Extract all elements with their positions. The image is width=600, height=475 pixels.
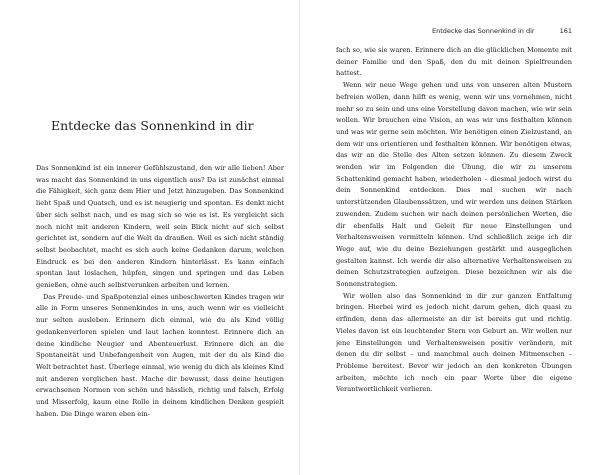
paragraph: Das Sonnenkind ist ein innerer Gefühlszustand, den wir alle lieben! Aber was macht das Sonnenkind in uns eigentlich aus? Da ist zunächst einmal die Fähigkeit, sich ganz dem Hier und Jetzt hinzugeben. Das Sonnenkind liebt Spaß und Quatsch, und es ist neugierig und spontan. Es denkt nicht über sich selbst nach, und es mag sich so wie es ist. Es vergleicht sich noch nicht mit anderen Kindern, weil sein Blick nicht auf sich selbst gerichtet ist, sondern auf die Welt da draußen. Weil es sich nicht ständig selbst beobachtet, macht es sich auch keine Gedanken darum, welchen Eindruck es bei den anderen Kindern hinterlässt. Es kann einfach spontan laut loslachen, hüpfen, singen und springen und das Leben genießen, ohne auch selbstverunken arbeiten und lernen. [36, 164, 284, 290]
paragraph: Wenn wir neue Wege gehen und uns von unseren alten Mustern befreien wollen, dann hilft es wenig, wenn wir uns vornehmen, nicht mehr so zu sein und uns eine Vorstellung davon machen, wie wir sein wollen. Wir brauchen eine Vision, an was wir uns festhalten können und was wir gerne sein möchten. Wir benötigen einen Zielzustand, an dem wir uns orientieren und festhalten können. Wir benötigen etwas, das wir an die Stelle des Alten setzen können. Zu diesem Zweck wenden wir im Folgenden die Übung, die wir zu unserem Schattenkind gemacht haben, wiederholen – diesmal jedoch wirst du dein Sonnenkind entdecken. Dies mal suchen wir nach unterstützenden Glaubenssätzen, und wir werden uns deinen Stärken zuwenden. Zudem suchen wir nach deinen persönlichen Werten, die dir ebenfalls Halt und Geleit für neue Einstellungen und Verhaltensweisen vermitteln können. Und schließlich zeige ich dir Wege auf, wie du deine Beziehungen gestärkt und ausgeglichen gestalten kannst. Ich werde dir also alternative Verhaltensweisen zu deinen Schutzstrategien aufzeigen. Diese bezeichnen wir als die Sonnenstrategien. [336, 81, 572, 289]
chapter-title: Entdecke das Sonnenkind in dir [51, 118, 254, 133]
right-page [336, 0, 572, 475]
page-gutter [299, 0, 300, 475]
paragraph: fach so, wie sie waren. Erinnere dich an die glücklichen Momente mit deiner Familie und den Spaß, den du mit deinen Spielfreunden hattest. [336, 46, 572, 78]
left-page-body [36, 163, 284, 420]
right-page-body [336, 45, 572, 396]
paragraph: Das Freude- und Spaßpotenzial eines unbeschwerten Kindes tragen wir alle in Form unseres Sonnenkindes in uns, auch wenn wir es vielleicht nur selten ausleben. Erinnern dich einmal, wie du als Kind völlig gedankenverloren spielen und laut lachen konntest. Erinnere dich an deine kindliche Neugier und Abenteuerlust. Erinnere dich an die Spontaneität und Unbefangenheit von Augen, mit der du als Kind die Welt betrachtet hast. Überlege einmal, wie wenig du dich als kleines Kind mit anderen verglichen hast. Mache dir bewusst, dass deine heutigen erwachsenen Normen von schön und hässlich, richtig und falsch, Erfolg und Misserfolg, kaum eine Rolle in deinem kindlichen Denken gespielt haben. Die Dinge waren eben ein- [36, 292, 284, 418]
page-number: 161 [559, 27, 572, 35]
running-title: Entdecke das Sonnenkind in dir [432, 27, 535, 35]
paragraph: Wir wollen also das Sonnenkind in dir zur ganzen Entfaltung bringen. Hierbei wird es jedoch nicht darum gehen, dich quasi zu erfinden, denn das allermeiste an dir ist bereits gut und richtig. Vieles davon ist ein leuchtender Stern von Geburt an. Wir wollen nur jene Einstellungen und Verhaltensweisen positiv verändern, mit denen du dir selbst – und manchmal auch deinen Mitmenschen – Probleme bereitest. Bevor wir jedoch an den konkreten Übungen arbeiten, möchte ich noch ein paar Worte über die eigene Verantwortlichkeit verlieren. [336, 291, 572, 394]
left-page [36, 0, 284, 475]
